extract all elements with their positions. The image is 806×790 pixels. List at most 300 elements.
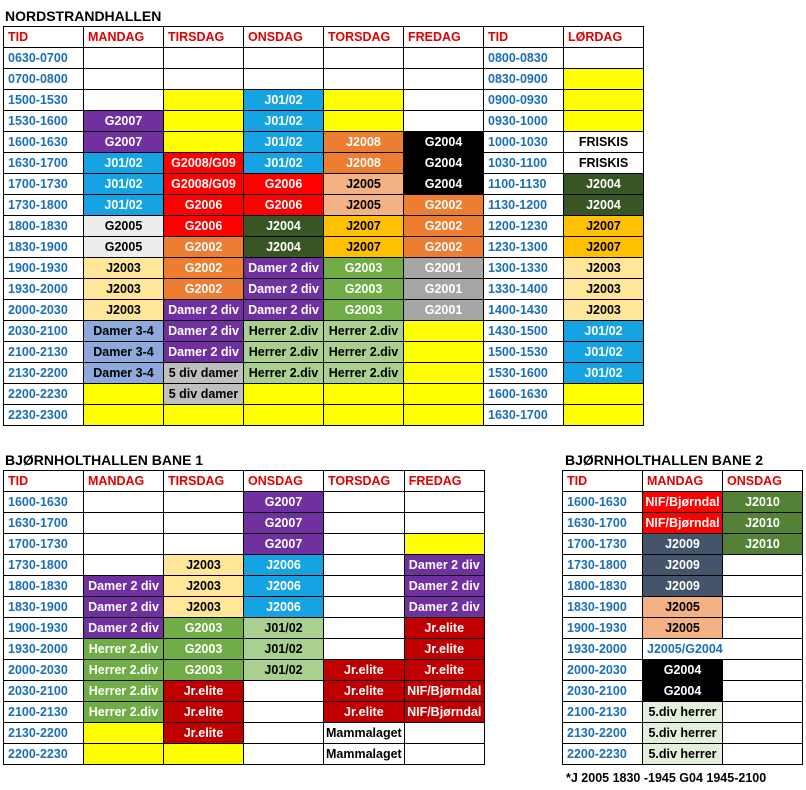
- booking-cell: J2010: [723, 513, 803, 534]
- table-row: [4, 384, 644, 405]
- time-slot: 1530-1600: [4, 111, 84, 132]
- booking-cell: G2002: [164, 258, 244, 279]
- time-slot: 1530-1600: [484, 363, 564, 384]
- booking-cell: [324, 492, 405, 513]
- booking-cell: [723, 597, 803, 618]
- booking-cell: [324, 90, 404, 111]
- time-slot: 1500-1530: [484, 342, 564, 363]
- booking-cell: [84, 492, 164, 513]
- booking-cell: [244, 723, 324, 744]
- booking-cell: [324, 405, 404, 426]
- booking-cell: Damer 2 div: [244, 300, 324, 321]
- time-slot: 1600-1630: [563, 492, 643, 513]
- booking-cell: J2005/G2004: [643, 639, 803, 660]
- table-row: [4, 321, 644, 342]
- booking-cell: Herrer 2.div: [324, 321, 404, 342]
- column-header: TID: [4, 27, 84, 48]
- booking-cell: [84, 513, 164, 534]
- time-slot: 2130-2200: [4, 363, 84, 384]
- time-slot: 1200-1230: [484, 216, 564, 237]
- booking-cell: J2006: [244, 597, 324, 618]
- booking-cell: Damer 2 div: [84, 618, 164, 639]
- table-row: [4, 258, 644, 279]
- time-slot: 2100-2130: [4, 702, 84, 723]
- table-row: [4, 744, 485, 765]
- booking-cell: G2004: [404, 132, 484, 153]
- booking-cell: J2004: [564, 195, 644, 216]
- booking-cell: J2009: [643, 555, 723, 576]
- time-slot: 0800-0830: [484, 48, 564, 69]
- booking-cell: [84, 555, 164, 576]
- booking-cell: [723, 660, 803, 681]
- booking-cell: J01/02: [84, 153, 164, 174]
- time-slot: 1500-1530: [4, 90, 84, 111]
- table-row: [4, 660, 485, 681]
- time-slot: 2000-2030: [4, 660, 84, 681]
- time-slot: 2230-2300: [4, 405, 84, 426]
- booking-cell: Mammalaget: [324, 723, 405, 744]
- time-slot: 1030-1100: [484, 153, 564, 174]
- time-slot: 1930-2000: [563, 639, 643, 660]
- time-slot: 1730-1800: [4, 555, 84, 576]
- booking-cell: J01/02: [244, 132, 324, 153]
- booking-cell: [324, 513, 405, 534]
- table-row: [4, 342, 644, 363]
- booking-cell: J2003: [564, 300, 644, 321]
- booking-cell: [324, 534, 405, 555]
- booking-cell: [404, 534, 484, 555]
- booking-cell: J2010: [723, 534, 803, 555]
- time-slot: 2100-2130: [4, 342, 84, 363]
- table-row: [563, 660, 803, 681]
- booking-cell: [723, 618, 803, 639]
- table-row: [4, 90, 644, 111]
- header-row: [563, 471, 803, 492]
- column-header: TID: [484, 27, 564, 48]
- booking-cell: Damer 2 div: [404, 597, 484, 618]
- table-row: [563, 492, 803, 513]
- booking-cell: [564, 69, 644, 90]
- booking-cell: [404, 342, 484, 363]
- booking-cell: J2004: [564, 174, 644, 195]
- time-slot: 1900-1930: [563, 618, 643, 639]
- booking-cell: J2004: [244, 216, 324, 237]
- booking-cell: [723, 723, 803, 744]
- booking-cell: G2002: [404, 216, 484, 237]
- time-slot: 2130-2200: [4, 723, 84, 744]
- booking-cell: Herrer 2.div: [244, 321, 324, 342]
- booking-cell: NIF/Bjørndal: [643, 513, 723, 534]
- booking-cell: [244, 681, 324, 702]
- booking-cell: [84, 90, 164, 111]
- time-slot: 1600-1630: [484, 384, 564, 405]
- booking-cell: G2003: [324, 300, 404, 321]
- booking-cell: Jr.elite: [164, 702, 244, 723]
- booking-cell: [324, 111, 404, 132]
- booking-cell: J2007: [564, 216, 644, 237]
- booking-cell: [244, 744, 324, 765]
- table-row: [4, 69, 644, 90]
- time-slot: 1000-1030: [484, 132, 564, 153]
- booking-cell: NIF/Bjørndal: [643, 492, 723, 513]
- column-header: TORSDAG: [324, 27, 404, 48]
- table-row: [4, 237, 644, 258]
- time-slot: 1830-1900: [4, 597, 84, 618]
- table-row: [563, 702, 803, 723]
- booking-cell: [404, 363, 484, 384]
- booking-cell: [164, 534, 244, 555]
- booking-cell: [404, 48, 484, 69]
- booking-cell: Herrer 2.div: [84, 702, 164, 723]
- table-row: [4, 723, 485, 744]
- time-slot: 2130-2200: [563, 723, 643, 744]
- time-slot: 1930-2000: [4, 279, 84, 300]
- bane2-title: BJØRNHOLTHALLEN BANE 2: [565, 452, 764, 468]
- booking-cell: [564, 48, 644, 69]
- table-row: [4, 195, 644, 216]
- booking-cell: [404, 321, 484, 342]
- booking-cell: [723, 744, 803, 765]
- column-header: ONSDAG: [723, 471, 803, 492]
- time-slot: 1630-1700: [563, 513, 643, 534]
- table-row: [4, 48, 644, 69]
- booking-cell: J2008: [324, 153, 404, 174]
- header-row: [4, 27, 644, 48]
- booking-cell: [84, 723, 164, 744]
- booking-cell: J01/02: [84, 174, 164, 195]
- booking-cell: G2005: [84, 216, 164, 237]
- column-header: ONSDAG: [244, 471, 324, 492]
- booking-cell: G2005: [84, 237, 164, 258]
- booking-cell: Damer 3-4: [84, 363, 164, 384]
- table-row: [4, 513, 485, 534]
- booking-cell: G2007: [244, 492, 324, 513]
- time-slot: 1230-1300: [484, 237, 564, 258]
- booking-cell: Jr.elite: [404, 660, 484, 681]
- booking-cell: [324, 618, 405, 639]
- table-row: [4, 111, 644, 132]
- time-slot: 1700-1730: [4, 534, 84, 555]
- table-row: [4, 681, 485, 702]
- booking-cell: J2007: [324, 216, 404, 237]
- booking-cell: [324, 384, 404, 405]
- booking-cell: NIF/Bjørndal: [404, 681, 484, 702]
- table-row: [563, 513, 803, 534]
- booking-cell: J01/02: [564, 321, 644, 342]
- time-slot: 2200-2230: [4, 384, 84, 405]
- table-row: [4, 618, 485, 639]
- booking-cell: [164, 744, 244, 765]
- booking-cell: [164, 111, 244, 132]
- booking-cell: J2003: [564, 279, 644, 300]
- time-slot: 1830-1900: [563, 597, 643, 618]
- booking-cell: FRISKIS: [564, 132, 644, 153]
- time-slot: 1800-1830: [4, 576, 84, 597]
- table-row: [4, 597, 485, 618]
- booking-cell: J2003: [564, 258, 644, 279]
- booking-cell: J2005: [643, 597, 723, 618]
- booking-cell: 5.div herrer: [643, 723, 723, 744]
- booking-cell: G2003: [164, 618, 244, 639]
- booking-cell: G2003: [164, 660, 244, 681]
- time-slot: 2000-2030: [4, 300, 84, 321]
- booking-cell: J2003: [164, 555, 244, 576]
- booking-cell: 5 div damer: [164, 384, 244, 405]
- booking-cell: [324, 597, 405, 618]
- booking-cell: Jr.elite: [164, 723, 244, 744]
- booking-cell: [244, 69, 324, 90]
- booking-cell: [564, 405, 644, 426]
- time-slot: 1300-1330: [484, 258, 564, 279]
- booking-cell: Herrer 2.div: [84, 681, 164, 702]
- booking-cell: G2008/G09: [164, 174, 244, 195]
- column-header: TID: [4, 471, 84, 492]
- booking-cell: J2010: [723, 492, 803, 513]
- booking-cell: G2002: [164, 237, 244, 258]
- time-slot: 2030-2100: [563, 681, 643, 702]
- booking-cell: 5.div herrer: [643, 744, 723, 765]
- booking-cell: J2007: [564, 237, 644, 258]
- booking-cell: [404, 513, 484, 534]
- column-header: TORSDAG: [324, 471, 405, 492]
- time-slot: 0630-0700: [4, 48, 84, 69]
- time-slot: 1730-1800: [563, 555, 643, 576]
- time-slot: 1800-1830: [4, 216, 84, 237]
- time-slot: 1630-1700: [4, 513, 84, 534]
- table-row: [4, 279, 644, 300]
- time-slot: 1900-1930: [4, 618, 84, 639]
- booking-cell: [404, 492, 484, 513]
- booking-cell: [324, 639, 405, 660]
- booking-cell: [164, 405, 244, 426]
- table-row: [4, 132, 644, 153]
- booking-cell: [324, 69, 404, 90]
- booking-cell: J2005: [643, 618, 723, 639]
- booking-cell: Damer 3-4: [84, 342, 164, 363]
- booking-cell: J2009: [643, 576, 723, 597]
- time-slot: 1400-1430: [484, 300, 564, 321]
- booking-cell: [164, 132, 244, 153]
- booking-cell: J2004: [244, 237, 324, 258]
- booking-cell: [84, 534, 164, 555]
- booking-cell: [404, 69, 484, 90]
- booking-cell: G2007: [84, 132, 164, 153]
- column-header: LØRDAG: [564, 27, 644, 48]
- bjornholthallen-bane1-schedule-table: [3, 470, 485, 765]
- booking-cell: J01/02: [564, 363, 644, 384]
- time-slot: 2200-2230: [563, 744, 643, 765]
- booking-cell: [723, 702, 803, 723]
- booking-cell: [84, 744, 164, 765]
- booking-cell: G2006: [244, 174, 324, 195]
- booking-cell: [244, 48, 324, 69]
- booking-cell: [404, 405, 484, 426]
- booking-cell: Damer 2 div: [164, 300, 244, 321]
- booking-cell: Jr.elite: [404, 618, 484, 639]
- booking-cell: Damer 2 div: [164, 321, 244, 342]
- column-header: TIRSDAG: [164, 471, 244, 492]
- booking-cell: G2003: [324, 258, 404, 279]
- booking-cell: [244, 384, 324, 405]
- table-row: [563, 618, 803, 639]
- booking-cell: [404, 384, 484, 405]
- time-slot: 1130-1200: [484, 195, 564, 216]
- booking-cell: [723, 555, 803, 576]
- booking-cell: J01/02: [244, 618, 324, 639]
- table-row: [4, 702, 485, 723]
- column-header: FREDAG: [404, 27, 484, 48]
- booking-cell: G2004: [404, 153, 484, 174]
- nordstrandhallen-schedule-table: [3, 26, 644, 426]
- booking-cell: G2004: [404, 174, 484, 195]
- table-row: [563, 639, 803, 660]
- booking-cell: [564, 384, 644, 405]
- column-header: MANDAG: [84, 471, 164, 492]
- booking-cell: [164, 48, 244, 69]
- time-slot: 1100-1130: [484, 174, 564, 195]
- footnote: *J 2005 1830 -1945 G04 1945-2100: [566, 771, 767, 785]
- time-slot: 0930-1000: [484, 111, 564, 132]
- booking-cell: Jr.elite: [324, 702, 405, 723]
- booking-cell: G2008/G09: [164, 153, 244, 174]
- booking-cell: G2001: [404, 258, 484, 279]
- booking-cell: [164, 492, 244, 513]
- time-slot: 1930-2000: [4, 639, 84, 660]
- booking-cell: Herrer 2.div: [244, 342, 324, 363]
- booking-cell: Damer 2 div: [244, 258, 324, 279]
- table-row: [4, 405, 644, 426]
- table-row: [563, 723, 803, 744]
- booking-cell: J01/02: [564, 342, 644, 363]
- booking-cell: G2001: [404, 300, 484, 321]
- booking-cell: J01/02: [244, 90, 324, 111]
- booking-cell: J01/02: [244, 153, 324, 174]
- booking-cell: G2006: [164, 216, 244, 237]
- time-slot: 2030-2100: [4, 681, 84, 702]
- bjornholthallen-bane2-schedule-table: [562, 470, 803, 765]
- booking-cell: Jr.elite: [164, 681, 244, 702]
- booking-cell: Damer 2 div: [404, 555, 484, 576]
- time-slot: 1600-1630: [4, 132, 84, 153]
- booking-cell: G2002: [404, 237, 484, 258]
- booking-cell: [244, 702, 324, 723]
- table-row: [4, 216, 644, 237]
- table-row: [4, 576, 485, 597]
- table-row: [563, 681, 803, 702]
- booking-cell: [324, 48, 404, 69]
- booking-cell: G2004: [643, 660, 723, 681]
- booking-cell: Mammalaget: [324, 744, 405, 765]
- table-row: [4, 174, 644, 195]
- booking-cell: J2005: [324, 195, 404, 216]
- booking-cell: G2003: [324, 279, 404, 300]
- time-slot: 1800-1830: [563, 576, 643, 597]
- booking-cell: [404, 111, 484, 132]
- header-row: [4, 471, 485, 492]
- booking-cell: G2001: [404, 279, 484, 300]
- booking-cell: [564, 111, 644, 132]
- booking-cell: [404, 90, 484, 111]
- booking-cell: G2006: [164, 195, 244, 216]
- booking-cell: Herrer 2.div: [324, 363, 404, 384]
- booking-cell: J2009: [643, 534, 723, 555]
- booking-cell: J2006: [244, 555, 324, 576]
- time-slot: 1330-1400: [484, 279, 564, 300]
- booking-cell: [84, 384, 164, 405]
- booking-cell: J2007: [324, 237, 404, 258]
- time-slot: 2030-2100: [4, 321, 84, 342]
- booking-cell: [164, 90, 244, 111]
- time-slot: 1830-1900: [4, 237, 84, 258]
- time-slot: 1700-1730: [4, 174, 84, 195]
- booking-cell: G2007: [244, 534, 324, 555]
- booking-cell: [164, 69, 244, 90]
- time-slot: 1430-1500: [484, 321, 564, 342]
- table-row: [4, 153, 644, 174]
- table-row: [4, 363, 644, 384]
- table-row: [563, 555, 803, 576]
- table-row: [563, 576, 803, 597]
- booking-cell: [723, 681, 803, 702]
- booking-cell: Jr.elite: [404, 639, 484, 660]
- booking-cell: J2003: [84, 300, 164, 321]
- booking-cell: J01/02: [244, 660, 324, 681]
- booking-cell: J01/02: [84, 195, 164, 216]
- booking-cell: J01/02: [244, 639, 324, 660]
- column-header: FREDAG: [404, 471, 484, 492]
- booking-cell: Herrer 2.div: [244, 363, 324, 384]
- table-row: [4, 639, 485, 660]
- column-header: ONSDAG: [244, 27, 324, 48]
- time-slot: 1730-1800: [4, 195, 84, 216]
- time-slot: 0830-0900: [484, 69, 564, 90]
- booking-cell: [404, 723, 484, 744]
- booking-cell: J2003: [164, 576, 244, 597]
- booking-cell: Damer 2 div: [84, 597, 164, 618]
- booking-cell: J01/02: [244, 111, 324, 132]
- column-header: MANDAG: [84, 27, 164, 48]
- time-slot: 1700-1730: [563, 534, 643, 555]
- booking-cell: [723, 576, 803, 597]
- booking-cell: Herrer 2.div: [324, 342, 404, 363]
- time-slot: 0700-0800: [4, 69, 84, 90]
- booking-cell: J2003: [84, 279, 164, 300]
- booking-cell: [324, 555, 405, 576]
- booking-cell: [324, 576, 405, 597]
- booking-cell: Herrer 2.div: [84, 639, 164, 660]
- column-header: MANDAG: [643, 471, 723, 492]
- booking-cell: FRISKIS: [564, 153, 644, 174]
- time-slot: 2000-2030: [563, 660, 643, 681]
- booking-cell: Herrer 2.div: [84, 660, 164, 681]
- time-slot: 1900-1930: [4, 258, 84, 279]
- booking-cell: G2003: [164, 639, 244, 660]
- table-row: [563, 744, 803, 765]
- booking-cell: Damer 2 div: [244, 279, 324, 300]
- time-slot: 0900-0930: [484, 90, 564, 111]
- bane1-title: BJØRNHOLTHALLEN BANE 1: [5, 452, 204, 468]
- booking-cell: G2007: [84, 111, 164, 132]
- booking-cell: [84, 48, 164, 69]
- booking-cell: Jr.elite: [324, 660, 405, 681]
- booking-cell: G2007: [244, 513, 324, 534]
- table-row: [563, 597, 803, 618]
- booking-cell: 5 div damer: [164, 363, 244, 384]
- table-row: [4, 300, 644, 321]
- time-slot: 1630-1700: [484, 405, 564, 426]
- booking-cell: [244, 405, 324, 426]
- booking-cell: [404, 744, 484, 765]
